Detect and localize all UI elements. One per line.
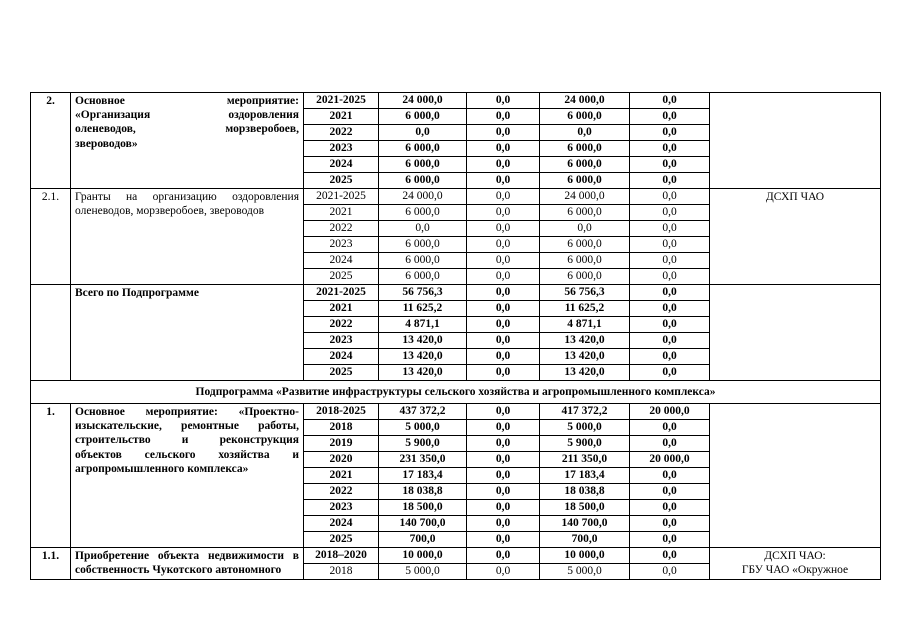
total-amount-cell: 56 756,3 (379, 285, 467, 301)
other-sources-cell: 0,0 (630, 285, 710, 301)
district-budget-cell: 5 000,0 (540, 564, 630, 580)
total-amount-cell: 17 183,4 (379, 468, 467, 484)
item-name-line: изыскательские, ремонтные работы, (75, 420, 299, 433)
item-name-line: Основное мероприятие: (75, 95, 299, 107)
federal-budget-cell: 0,0 (467, 141, 540, 157)
item-number: 2.1. (31, 189, 71, 285)
total-amount-cell: 24 000,0 (379, 93, 467, 109)
item-number: 1.1. (31, 548, 71, 580)
period-cell: 2021-2025 (304, 93, 379, 109)
other-sources-cell: 0,0 (630, 93, 710, 109)
executor-cell (710, 404, 881, 548)
item-name-line: Приобретение объекта недвижимости в (75, 550, 299, 562)
federal-budget-cell: 0,0 (467, 237, 540, 253)
item-name-line: оленеводов, морзверобоев, (75, 123, 299, 136)
period-cell: 2025 (304, 269, 379, 285)
executor-cell (710, 93, 881, 189)
total-amount-cell: 0,0 (379, 221, 467, 237)
other-sources-cell: 0,0 (630, 237, 710, 253)
item-number (31, 285, 71, 381)
other-sources-cell: 0,0 (630, 564, 710, 580)
period-cell: 2024 (304, 253, 379, 269)
table-row (31, 189, 881, 205)
federal-budget-cell: 0,0 (467, 109, 540, 125)
item-name (71, 404, 304, 548)
district-budget-cell: 211 350,0 (540, 452, 630, 468)
item-name-line: Гранты на организацию оздоровления (75, 191, 299, 203)
federal-budget-cell: 0,0 (467, 285, 540, 301)
district-budget-cell: 6 000,0 (540, 141, 630, 157)
district-budget-cell: 5 900,0 (540, 436, 630, 452)
item-name (71, 548, 304, 580)
total-amount-cell: 0,0 (379, 125, 467, 141)
district-budget-cell: 140 700,0 (540, 516, 630, 532)
total-amount-cell: 13 420,0 (379, 333, 467, 349)
federal-budget-cell: 0,0 (467, 349, 540, 365)
item-number: 1. (31, 404, 71, 548)
total-amount-cell: 437 372,2 (379, 404, 467, 420)
district-budget-cell: 417 372,2 (540, 404, 630, 420)
federal-budget-cell: 0,0 (467, 93, 540, 109)
district-budget-cell: 700,0 (540, 532, 630, 548)
other-sources-cell: 0,0 (630, 141, 710, 157)
period-cell: 2021-2025 (304, 189, 379, 205)
total-amount-cell: 5 000,0 (379, 564, 467, 580)
district-budget-cell: 13 420,0 (540, 365, 630, 381)
federal-budget-cell: 0,0 (467, 221, 540, 237)
program-funding-table (30, 92, 881, 580)
district-budget-cell: 6 000,0 (540, 157, 630, 173)
item-name-line: агропромышленного комплекса» (75, 462, 249, 475)
other-sources-cell: 0,0 (630, 189, 710, 205)
federal-budget-cell: 0,0 (467, 404, 540, 420)
federal-budget-cell: 0,0 (467, 333, 540, 349)
other-sources-cell: 0,0 (630, 516, 710, 532)
total-amount-cell: 11 625,2 (379, 301, 467, 317)
other-sources-cell: 0,0 (630, 500, 710, 516)
other-sources-cell: 0,0 (630, 269, 710, 285)
total-amount-cell: 6 000,0 (379, 173, 467, 189)
total-amount-cell: 10 000,0 (379, 548, 467, 564)
total-amount-cell: 4 871,1 (379, 317, 467, 333)
district-budget-cell: 24 000,0 (540, 189, 630, 205)
federal-budget-cell: 0,0 (467, 484, 540, 500)
period-cell: 2018-2025 (304, 404, 379, 420)
federal-budget-cell: 0,0 (467, 125, 540, 141)
period-cell: 2018 (304, 420, 379, 436)
other-sources-cell: 0,0 (630, 532, 710, 548)
item-name (71, 189, 304, 285)
district-budget-cell: 18 500,0 (540, 500, 630, 516)
federal-budget-cell: 0,0 (467, 205, 540, 221)
document-page (30, 92, 880, 580)
district-budget-cell: 18 038,8 (540, 484, 630, 500)
other-sources-cell: 0,0 (630, 157, 710, 173)
total-amount-cell: 6 000,0 (379, 157, 467, 173)
total-amount-cell: 5 900,0 (379, 436, 467, 452)
item-name-line: Основное мероприятие: «Проектно- (75, 406, 299, 418)
period-cell: 2021 (304, 205, 379, 221)
other-sources-cell: 20 000,0 (630, 452, 710, 468)
federal-budget-cell: 0,0 (467, 157, 540, 173)
period-cell: 2023 (304, 333, 379, 349)
period-cell: 2025 (304, 173, 379, 189)
other-sources-cell: 0,0 (630, 301, 710, 317)
table-row (31, 285, 881, 301)
other-sources-cell: 20 000,0 (630, 404, 710, 420)
executor-cell: ДСХП ЧАО (710, 189, 881, 285)
federal-budget-cell: 0,0 (467, 269, 540, 285)
total-amount-cell: 13 420,0 (379, 349, 467, 365)
period-cell: 2022 (304, 484, 379, 500)
federal-budget-cell: 0,0 (467, 516, 540, 532)
federal-budget-cell: 0,0 (467, 420, 540, 436)
total-amount-cell: 700,0 (379, 532, 467, 548)
other-sources-cell: 0,0 (630, 468, 710, 484)
total-amount-cell: 18 500,0 (379, 500, 467, 516)
other-sources-cell: 0,0 (630, 205, 710, 221)
total-amount-cell: 6 000,0 (379, 109, 467, 125)
federal-budget-cell: 0,0 (467, 253, 540, 269)
other-sources-cell: 0,0 (630, 333, 710, 349)
federal-budget-cell: 0,0 (467, 189, 540, 205)
district-budget-cell: 0,0 (540, 125, 630, 141)
item-name (71, 285, 304, 381)
other-sources-cell: 0,0 (630, 349, 710, 365)
total-amount-cell: 6 000,0 (379, 141, 467, 157)
federal-budget-cell: 0,0 (467, 452, 540, 468)
period-cell: 2023 (304, 237, 379, 253)
item-name-line: «Организация оздоровления (75, 109, 299, 122)
period-cell: 2022 (304, 125, 379, 141)
item-name-line: оленеводов, морзверобоев, звероводов (75, 205, 265, 218)
total-amount-cell: 231 350,0 (379, 452, 467, 468)
other-sources-cell: 0,0 (630, 548, 710, 564)
item-name-line: объектов сельского хозяйства и (75, 448, 299, 461)
period-cell: 2019 (304, 436, 379, 452)
total-amount-cell: 13 420,0 (379, 365, 467, 381)
section-row (31, 381, 881, 404)
item-name-line: звероводов» (75, 137, 138, 150)
period-cell: 2024 (304, 349, 379, 365)
district-budget-cell: 0,0 (540, 221, 630, 237)
federal-budget-cell: 0,0 (467, 564, 540, 580)
federal-budget-cell: 0,0 (467, 365, 540, 381)
district-budget-cell: 6 000,0 (540, 237, 630, 253)
total-amount-cell: 6 000,0 (379, 205, 467, 221)
table-row (31, 93, 881, 109)
period-cell: 2021 (304, 301, 379, 317)
period-cell: 2023 (304, 141, 379, 157)
period-cell: 2024 (304, 157, 379, 173)
total-amount-cell: 6 000,0 (379, 253, 467, 269)
period-cell: 2022 (304, 317, 379, 333)
other-sources-cell: 0,0 (630, 125, 710, 141)
period-cell: 2025 (304, 365, 379, 381)
district-budget-cell: 5 000,0 (540, 420, 630, 436)
federal-budget-cell: 0,0 (467, 548, 540, 564)
period-cell: 2023 (304, 500, 379, 516)
other-sources-cell: 0,0 (630, 436, 710, 452)
period-cell: 2020 (304, 452, 379, 468)
item-name (71, 93, 304, 189)
item-name-line: строительство и реконструкция (75, 434, 299, 447)
table-row (31, 548, 881, 564)
district-budget-cell: 6 000,0 (540, 109, 630, 125)
period-cell: 2018 (304, 564, 379, 580)
district-budget-cell: 56 756,3 (540, 285, 630, 301)
other-sources-cell: 0,0 (630, 365, 710, 381)
executor-cell: ДСХП ЧАО: ГБУ ЧАО «Окружное (710, 548, 881, 580)
total-amount-cell: 140 700,0 (379, 516, 467, 532)
period-cell: 2022 (304, 221, 379, 237)
other-sources-cell: 0,0 (630, 420, 710, 436)
total-amount-cell: 6 000,0 (379, 237, 467, 253)
other-sources-cell: 0,0 (630, 317, 710, 333)
period-cell: 2021-2025 (304, 285, 379, 301)
district-budget-cell: 10 000,0 (540, 548, 630, 564)
other-sources-cell: 0,0 (630, 484, 710, 500)
period-cell: 2021 (304, 109, 379, 125)
total-amount-cell: 6 000,0 (379, 269, 467, 285)
federal-budget-cell: 0,0 (467, 532, 540, 548)
section-title: Подпрограмма «Развитие инфраструктуры сельского хозяйства и агропромышленного комплекса» (31, 381, 881, 404)
federal-budget-cell: 0,0 (467, 173, 540, 189)
district-budget-cell: 24 000,0 (540, 93, 630, 109)
district-budget-cell: 13 420,0 (540, 333, 630, 349)
period-cell: 2024 (304, 516, 379, 532)
district-budget-cell: 17 183,4 (540, 468, 630, 484)
district-budget-cell: 4 871,1 (540, 317, 630, 333)
other-sources-cell: 0,0 (630, 221, 710, 237)
total-amount-cell: 24 000,0 (379, 189, 467, 205)
other-sources-cell: 0,0 (630, 253, 710, 269)
federal-budget-cell: 0,0 (467, 436, 540, 452)
federal-budget-cell: 0,0 (467, 468, 540, 484)
period-cell: 2025 (304, 532, 379, 548)
period-cell: 2018–2020 (304, 548, 379, 564)
federal-budget-cell: 0,0 (467, 301, 540, 317)
item-name-line: собственность Чукотского автономного (75, 564, 282, 577)
item-name-line: Всего по Подпрограмме (75, 287, 199, 299)
other-sources-cell: 0,0 (630, 173, 710, 189)
district-budget-cell: 6 000,0 (540, 173, 630, 189)
federal-budget-cell: 0,0 (467, 317, 540, 333)
district-budget-cell: 11 625,2 (540, 301, 630, 317)
district-budget-cell: 6 000,0 (540, 205, 630, 221)
item-number: 2. (31, 93, 71, 189)
total-amount-cell: 18 038,8 (379, 484, 467, 500)
district-budget-cell: 13 420,0 (540, 349, 630, 365)
period-cell: 2021 (304, 468, 379, 484)
district-budget-cell: 6 000,0 (540, 253, 630, 269)
other-sources-cell: 0,0 (630, 109, 710, 125)
federal-budget-cell: 0,0 (467, 500, 540, 516)
district-budget-cell: 6 000,0 (540, 269, 630, 285)
total-amount-cell: 5 000,0 (379, 420, 467, 436)
table-row (31, 404, 881, 420)
executor-cell (710, 285, 881, 381)
